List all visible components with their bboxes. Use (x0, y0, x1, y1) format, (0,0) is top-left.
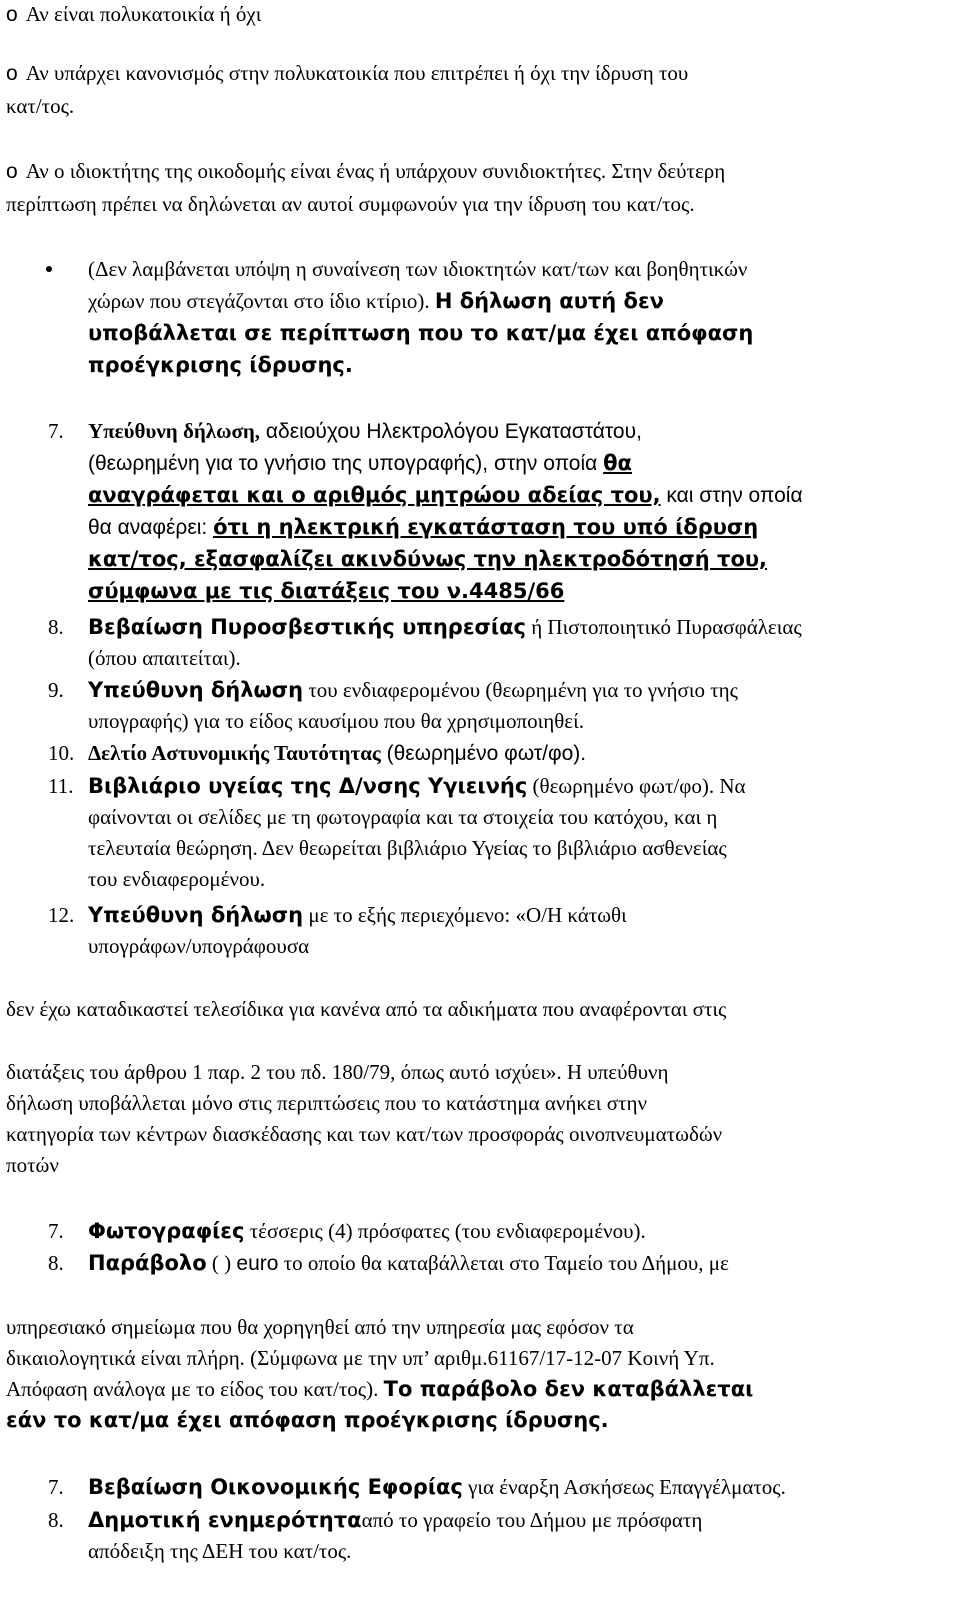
o-marker-icon: o (6, 62, 18, 85)
item-7-electrician: 7. Υπεύθυνη δήλωση, αδειούχου Ηλεκτρολόγου Εγκαταστάτου, (θεωρημένη για το γνήσιο της υπογραφής), στην οποία θα αναγράφεται και ο αριθμός μητρώου αδείας του, και στην οποία θα αναφέρει: ότι η ηλεκτρική εγκατάσταση του υπό ίδρυση κατ/τος, εξασφαλίζει ακινδύνως την ηλεκτροδότησή του, σύμφωνα με τις διατάξεις του ν.4485/66 (48, 415, 958, 607)
o-marker-icon: o (6, 3, 18, 26)
bullet-dot-icon (46, 266, 52, 272)
o-marker-icon: o (6, 160, 18, 183)
item-11-health-booklet: 11. Βιβλιάριο υγείας της Δ/νσης Υγιεινής (θεωρημένο φωτ/φο). Να φαίνονται οι σελίδες με τη φωτογραφία και τα στοιχεία του κατόχου, και η τελευταία θεώρηση. Δεν θεωρείται βιβλιάριο Υγείας το βιβλιάριο ασθενείας του ενδιαφερομένου. (48, 771, 958, 895)
item-8-fee: 8. Παράβολο ( ) euro το οποίο θα καταβάλλεται στο Ταμείο του Δήμου, με (48, 1248, 958, 1279)
item-number: 10. (48, 741, 75, 765)
list-item: o Αν είναι πολυκατοικία ή όχι (6, 2, 262, 26)
o-list (6, 0, 956, 31)
item-number: 7. (48, 419, 64, 443)
item-7-photos: 7. Φωτογραφίες τέσσερις (4) πρόσφατες (του ενδιαφερομένου). (48, 1216, 958, 1247)
declaration-text-line: δεν έχω καταδικαστεί τελεσίδικα για κανένα από τα αδικήματα που αναφέρονται στις (6, 997, 727, 1021)
item-number: 8. (48, 1251, 64, 1275)
item-7-tax-office: 7. Βεβαίωση Οικονομικής Εφορίας για έναρξη Ασκήσεως Επαγγέλματος. (48, 1472, 958, 1503)
fee-details-paragraph: υπηρεσιακό σημείωμα που θα χορηγηθεί από την υπηρεσία μας εφόσον τα δικαιολογητικά είναι πλήρη. (Σύμφωνα με την υπ’ αριθμ.61167/17-12-07 Κοινή Υπ. Απόφαση ανάλογα με το είδος του κατ/τος). Το παράβολο δεν καταβάλλεται εάν το κατ/μα έχει απόφαση προέγκρισης ίδρυσης. (6, 1315, 754, 1432)
item-number: 9. (48, 678, 64, 702)
bullet-paragraph: (Δεν λαμβάνεται υπόψη η συναίνεση των ιδιοκτητών κατ/των και βοηθητικών χώρων που στεγάζονται στο ίδιο κτίριο). Η δήλωση αυτή δεν υποβάλλεται σε περίπτωση που το κατ/μα έχει απόφαση προέγκρισης ίδρυσης. (88, 257, 754, 377)
item-9-fuel-declaration: 9. Υπεύθυνη δήλωση του ενδιαφερομένου (θεωρημένη για το γνήσιο της υπογραφής) για το είδος καυσίμου που θα χρησιμοποιηθεί. (48, 675, 958, 737)
item-number: 8. (48, 615, 64, 639)
item-number: 8. (48, 1508, 64, 1532)
item-number: 11. (48, 774, 74, 798)
item-number: 7. (48, 1219, 64, 1243)
declaration-text-paragraph: διατάξεις του άρθρου 1 παρ. 2 του πδ. 180/79, όπως αυτό ισχύει». Η υπεύθυνη δήλωση υποβάλλεται μόνο στις περιπτώσεις που το κατάστημα ανήκει στην κατηγορία των κέντρων διασκέδασης και των κατ/των προσφοράς οινοπνευματωδών ποτών (6, 1060, 723, 1177)
o-list-item-3: o Αν ο ιδιοκτήτης της οικοδομής είναι ένας ή υπάρχουν συνιδιοκτήτες. Στην δεύτερη περίπτωση πρέπει να δηλώνεται αν αυτοί συμφωνούν για την ίδρυση του κατ/τος. (6, 159, 726, 216)
item-number: 12. (48, 903, 75, 927)
item-12-declaration: 12. Υπεύθυνη δήλωση με το εξής περιεχόμενο: «Ο/Η κάτωθι υπογράφων/υπογράφουσα (48, 900, 958, 962)
item-8-municipal-clearance: 8. Δημοτική ενημερότητααπό το γραφείο του Δήμου με πρόσφατη απόδειξη της ΔΕΗ του κατ/τος. (48, 1505, 958, 1567)
item-number: 7. (48, 1475, 64, 1499)
o-list-item-2: o Αν υπάρχει κανονισμός στην πολυκατοικία που επιτρέπει ή όχι την ίδρυση του κατ/τος. (6, 61, 689, 118)
item-8-fire-service: 8. Βεβαίωση Πυροσβεστικής υπηρεσίας ή Πιστοποιητικό Πυρασφάλειας (όπου απαιτείται). (48, 612, 958, 674)
item-10-police-id: 10. Δελτίο Αστυνομικής Ταυτότητας (θεωρημένο φωτ/φο). (48, 738, 958, 769)
